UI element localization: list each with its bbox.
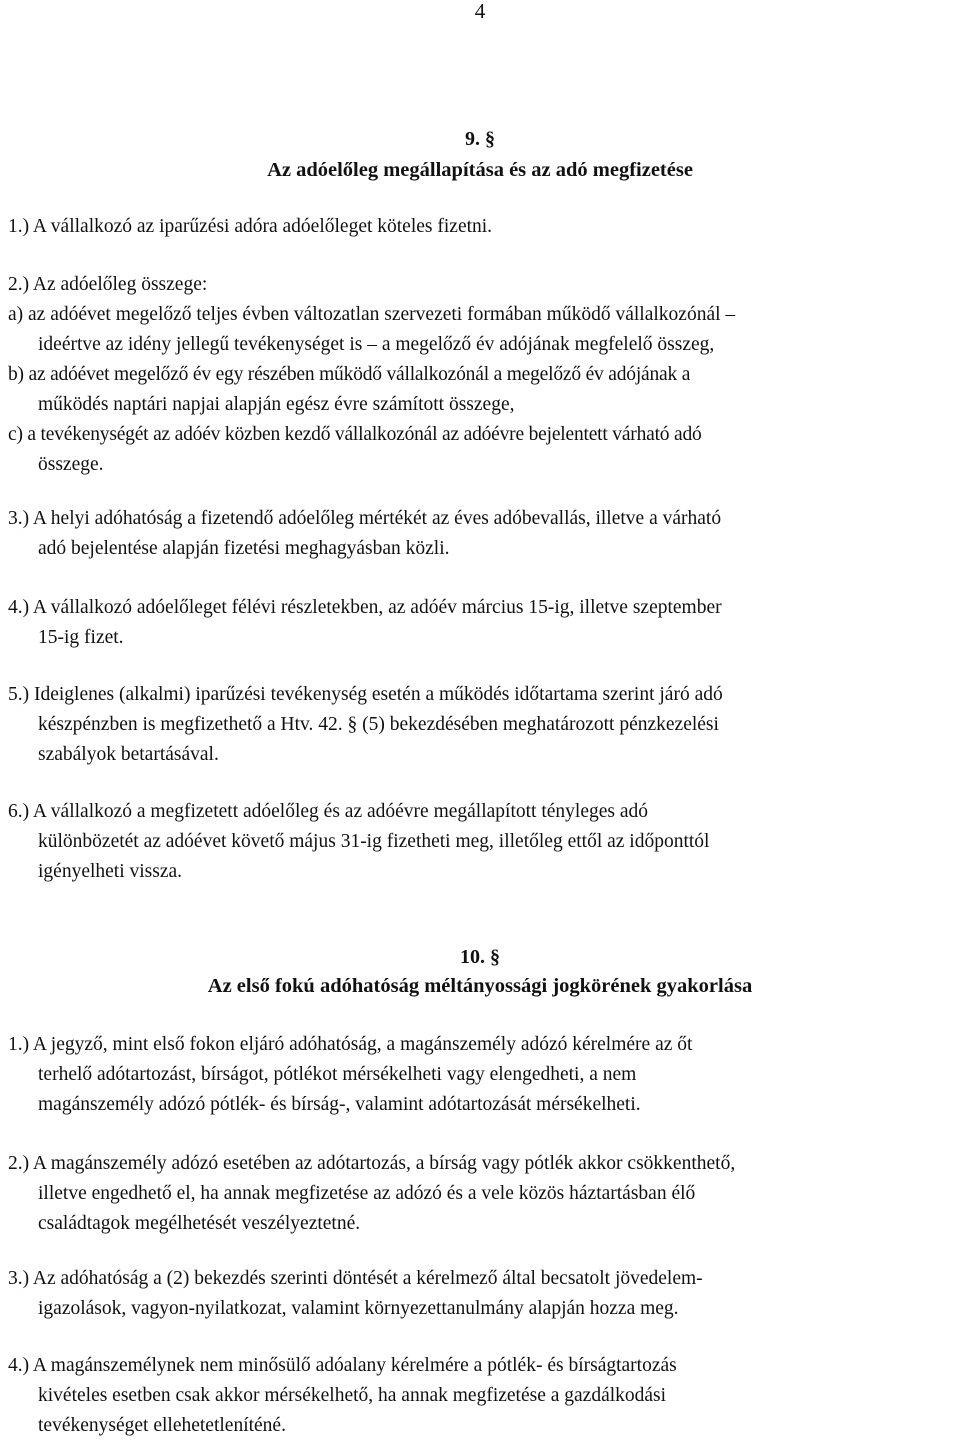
text-line: 3.) Az adóhatóság a (2) bekezdés szerinti döntését a kérelmező által becsatolt jövedelem- [8, 1268, 703, 1289]
text-line: szabályok betartásával. [38, 744, 219, 765]
section-10-paragraph-2 [8, 1149, 956, 1239]
text-line: összege. [38, 454, 104, 475]
text-line: 3.) A helyi adóhatóság a fizetendő adóelőleg mértékét az éves adóbevallás, illetve a várható [8, 508, 722, 529]
section-9-paragraph-1 [8, 212, 956, 242]
text-line: 4.) A magánszemélynek nem minősülő adóalany kérelmére a pótlék- és bírságtartozás [8, 1355, 677, 1376]
text-line: c) a tevékenységét az adóév közben kezdő vállalkozónál az adóévre bejelentett várható adó [8, 424, 702, 445]
text-line: készpénzben is megfizethető a Htv. 42. § (5) bekezdésében meghatározott pénzkezelési [38, 714, 719, 735]
page-number: 4 [474, 0, 486, 23]
text-line: terhelő adótartozást, bírságot, pótlékot mérsékelheti vagy elengedheti, a nem [38, 1064, 637, 1085]
text-line: 1.) A jegyző, mint első fokon eljáró adóhatóság, a magánszemély adózó kérelmére az őt [8, 1034, 693, 1055]
section-9-title: Az adóelőleg megállapítása és az adó megfizetése [267, 159, 693, 181]
section-9-paragraph-5 [8, 680, 956, 770]
text-line: 2.) A magánszemély adózó esetében az adótartozás, a bírság vagy pótlék akkor csökkenthető, [8, 1153, 736, 1174]
text-line: igazolások, vagyon-nyilatkozat, valamint környezettanulmány alapján hozza meg. [38, 1298, 679, 1319]
section-10-paragraph-3 [8, 1264, 956, 1324]
text-line: működés naptári napjai alapján egész évre számított összege, [38, 394, 515, 415]
text-line: különbözetét az adóévet követő május 31-ig fizetheti meg, illetőleg ettől az időponttól [38, 831, 710, 852]
text-line: magánszemély adózó pótlék- és bírság-, valamint adótartozását mérsékelheti. [38, 1094, 641, 1115]
text-line: családtagok megélhetését veszélyeztetné. [38, 1213, 361, 1234]
section-10-title: Az első fokú adóhatóság méltányossági jogkörének gyakorlása [207, 975, 753, 997]
section-10-paragraph-4 [8, 1351, 956, 1441]
section-9-paragraph-2 [8, 270, 956, 480]
text-line: adó bejelentése alapján fizetési meghagyásban közli. [38, 538, 450, 559]
text-line: 15-ig fizet. [38, 627, 124, 648]
text-line: 2.) Az adóelőleg összege: [8, 274, 208, 295]
text-line: igényelheti vissza. [38, 861, 183, 882]
text-line: ideértve az idény jellegű tevékenységet is – a megelőző év adójának megfelelő összeg, [38, 334, 715, 355]
text-line: a) az adóévet megelőző teljes évben változatlan szervezeti formában működő vállalkozónál – [8, 304, 736, 325]
text-line: illetve engedhető el, ha annak megfizetése az adózó és a vele közös háztartásban élő [38, 1183, 696, 1204]
text-line: b) az adóévet megelőző év egy részében működő vállalkozónál a megelőző év adójának a [8, 364, 691, 385]
section-10-paragraph-1 [8, 1030, 956, 1120]
section-9-paragraph-3 [8, 504, 956, 564]
text-line: tevékenységet ellehetetleníténé. [38, 1415, 286, 1436]
section-10-number: 10. § [460, 946, 500, 968]
text-line: kivételes esetben csak akkor mérsékelhető, ha annak megfizetése a gazdálkodási [38, 1385, 667, 1406]
section-9-paragraph-6 [8, 797, 956, 887]
section-9-number: 9. § [465, 128, 495, 150]
text-line: 5.) Ideiglenes (alkalmi) iparűzési tevékenység esetén a működés időtartama szerint járó adó [8, 684, 723, 705]
text-line: 6.) A vállalkozó a megfizetett adóelőleg és az adóévre megállapított tényleges adó [8, 801, 648, 822]
section-9-paragraph-4 [8, 593, 956, 653]
text-line: 4.) A vállalkozó adóelőleget félévi részletekben, az adóév március 15-ig, illetve szeptember [8, 597, 722, 618]
text-line: 1.) A vállalkozó az iparűzési adóra adóelőleget köteles fizetni. [8, 216, 493, 237]
